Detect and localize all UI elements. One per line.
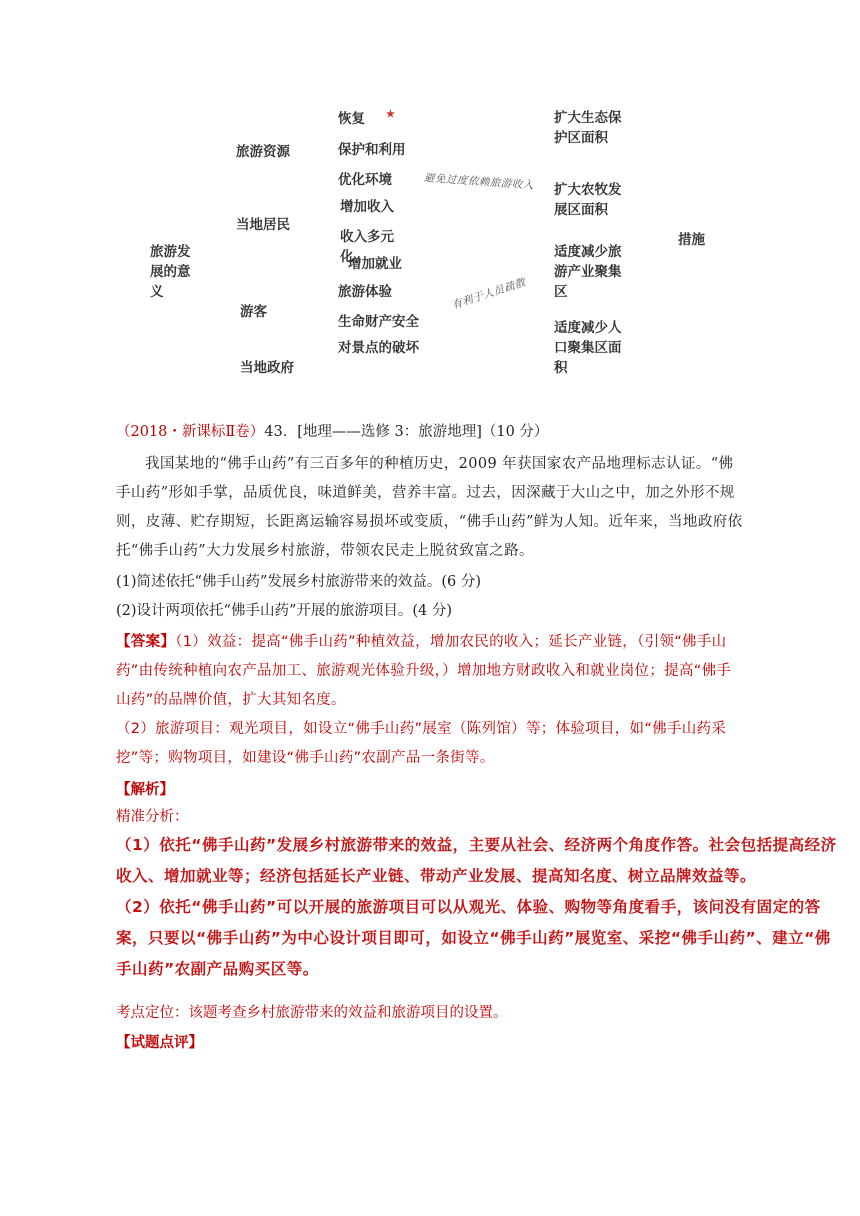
comment-label: 【试题点评】 [116, 1035, 203, 1051]
diagram-item: 旅游体验 [338, 284, 392, 300]
diagram-category: 旅游资源 [236, 144, 290, 160]
diagram-measure: 扩大生态保护区面积 [554, 110, 622, 146]
diagram-item: 收入多元化 [340, 229, 394, 265]
diagram-measure: 适度减少旅游产业聚集区 [554, 244, 622, 300]
diagram-note-upper: 避免过度依赖旅游收入 [423, 172, 535, 192]
diagram [0, 0, 860, 400]
diagram-item: 对景点的破坏 [338, 340, 419, 356]
analysis-sub: 精准分析： [116, 809, 189, 825]
diagram-measure: 扩大农牧发展区面积 [554, 182, 622, 218]
diagram-item: 增加收入 [340, 199, 394, 215]
diagram-item: 优化环境 [338, 172, 392, 188]
point-text: 考点定位：该题考查乡村旅游带来的效益和旅游项目的设置。 [116, 1005, 508, 1021]
diagram-category: 游客 [240, 304, 267, 320]
question-source: （2018・新课标Ⅱ卷） [116, 424, 265, 440]
answer-1 [116, 628, 736, 715]
diagram-item: 恢复 [338, 111, 365, 127]
diagram-category: 当地居民 [236, 217, 290, 233]
question-header [116, 422, 548, 442]
diagram-left-title: 旅游发展的意义 [150, 244, 191, 300]
analysis-2: （2）依托“佛手山药”可以开展的旅游项目可以从观光、体验、购物等角度看手，该问没有固定的答案，只要以“佛手山药”为中心设计项目即可，如设立“佛手山药”展览室、采挖“佛手山药”、建立“佛手山药”农副产品购买区等。 [116, 898, 831, 978]
answer-2: （2）旅游项目：观光项目，如设立“佛手山药”展室（陈列馆）等；体验项目，如“佛手山药采挖”等；购物项目，如建设“佛手山药”农副产品一条街等。 [116, 721, 727, 766]
question-title: 43．[地理——选修 3：旅游地理]（10 分） [264, 424, 549, 440]
diagram-item: 生命财产安全 [338, 314, 419, 330]
diagram-item: 增加就业 [348, 256, 402, 272]
diagram-category: 当地政府 [240, 360, 294, 376]
diagram-measure: 适度减少人口聚集区面积 [554, 320, 622, 376]
analysis-label: 【解析】 [116, 782, 174, 798]
answer-label: 【答案】 [116, 634, 176, 650]
question-1: (1)简述依托“佛手山药”发展乡村旅游带来的效益。(6 分) [116, 574, 482, 590]
star-icon: ★ [386, 109, 395, 120]
diagram-note-lower: 有利于人员疏散 [450, 276, 528, 312]
question-body: 我国某地的“佛手山药”有三百多年的种植历史，2009 年获国家农产品地理标志认证。“佛手山药”形如手掌，品质优良，味道鲜美，营养丰富。过去，因深藏于大山之中，加之外形不规则，皮薄、贮存期短，长距离运输容易损坏或变质，“佛手山药”鲜为人知。近年来，当地政府依托“佛手山药”大力发展乡村旅游，带领农民走上脱贫致富之路。 [116, 456, 743, 559]
question-2: (2)设计两项依托“佛手山药”开展的旅游项目。(4 分) [116, 603, 453, 619]
analysis-1: （1）依托“佛手山药”发展乡村旅游带来的效益，主要从社会、经济两个角度作答。社会包括提高经济收入、增加就业等；经济包括延长产业链、带动产业发展、提高知名度、树立品牌效益等。 [116, 836, 837, 885]
diagram-item: 保护和利用 [338, 142, 406, 158]
answer-1-text: （1）效益：提高“佛手山药”种植效益，增加农民的收入；延长产业链，（引领“佛手山药”由传统种植向农产品加工、旅游观光体验升级，）增加地方财政收入和就业岗位；提高“佛手山药”的品牌价值，扩大其知名度。 [116, 634, 732, 708]
diagram-right-title: 措施 [678, 232, 705, 248]
